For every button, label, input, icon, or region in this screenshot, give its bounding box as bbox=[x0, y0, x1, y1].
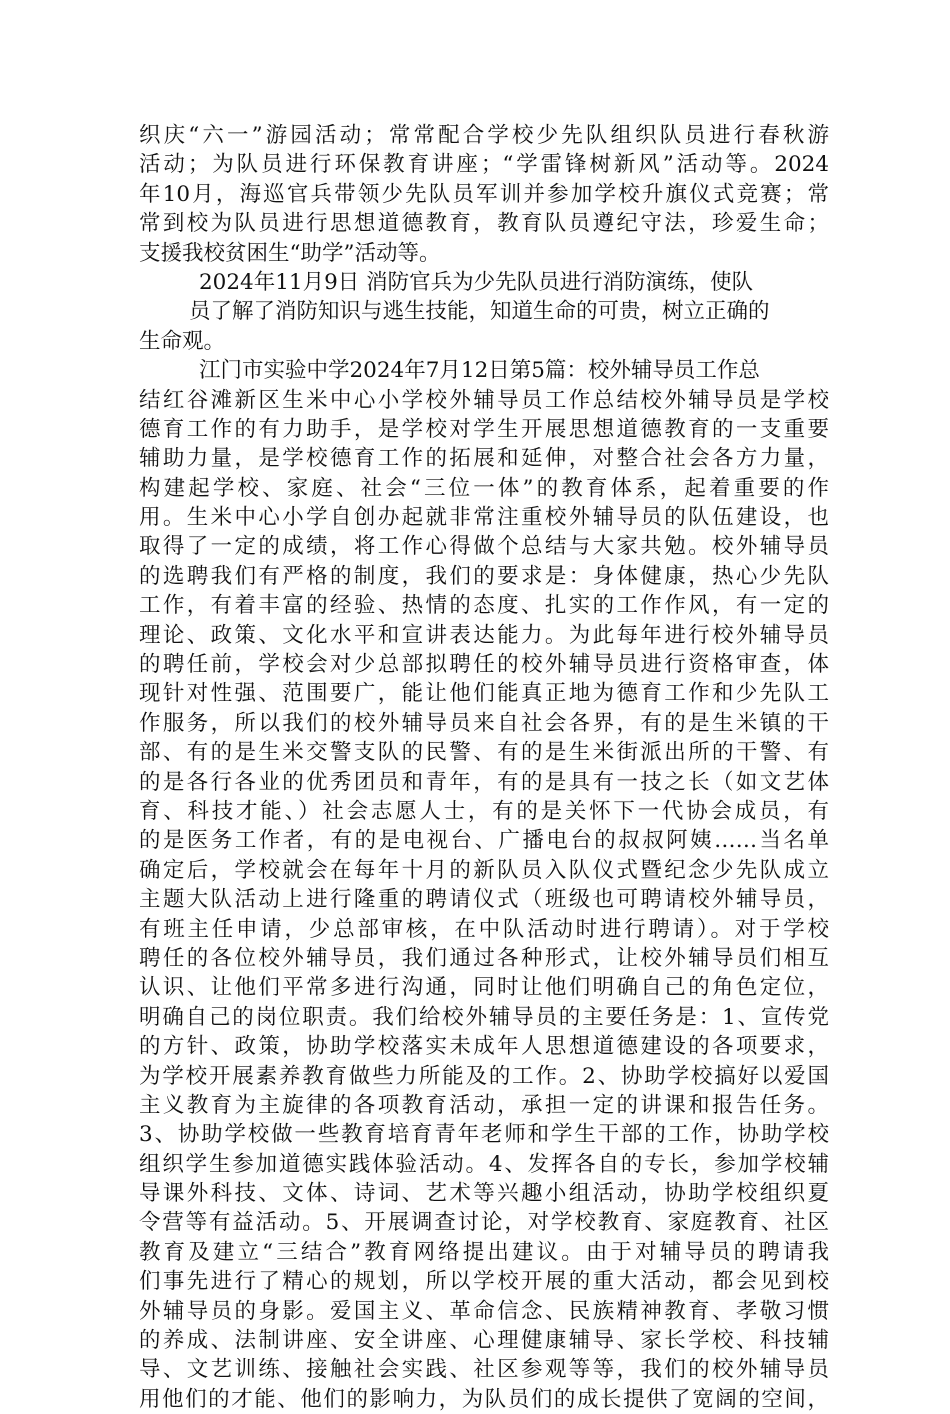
text-line: 外辅导员的身影。爱国主义、革命信念、民族精神教育、孝敬习惯 bbox=[139, 1298, 829, 1324]
text-line: 聘任的各位校外辅导员，我们通过各种形式，让校外辅导员们相互 bbox=[139, 945, 829, 971]
text-line: 工作，有着丰富的经验、热情的态度、扎实的工作作风，有一定的 bbox=[139, 593, 829, 619]
text-line: 理论、政策、文化水平和宣讲表达能力。为此每年进行校外辅导员 bbox=[139, 622, 829, 648]
text-line: 部、有的是生米交警支队的民警、有的是生米街派出所的干警、有 bbox=[139, 740, 829, 766]
text-line: 有班主任申请，少总部审核，在中队活动时进行聘请）。对于学校 bbox=[139, 916, 829, 942]
text-line: 育、科技才能、）社会志愿人士，有的是关怀下一代协会成员，有 bbox=[139, 798, 829, 824]
text-line: 们事先进行了精心的规划，所以学校开展的重大活动，都会见到校 bbox=[139, 1269, 829, 1295]
text-line: 的是各行各业的优秀团员和青年，有的是具有一技之长（如文艺体 bbox=[139, 769, 829, 795]
text-line: 员了解了消防知识与逃生技能，知道生命的可贵，树立正确的 bbox=[189, 299, 770, 325]
text-line: 的聘任前，学校会对少总部拟聘任的校外辅导员进行资格审查，体 bbox=[139, 652, 829, 678]
text-line: 结红谷滩新区生米中心小学校外辅导员工作总结校外辅导员是学校 bbox=[139, 387, 829, 413]
text-line: 用。生米中心小学自创办起就非常注重校外辅导员的队伍建设，也 bbox=[139, 505, 829, 531]
text-line: 的方针、政策，协助学校落实未成年人思想道德建设的各项要求， bbox=[139, 1034, 829, 1060]
text-line: 生命观。 bbox=[139, 328, 226, 354]
text-line: 的养成、法制讲座、安全讲座、心理健康辅导、家长学校、科技辅 bbox=[139, 1328, 829, 1354]
text-line: 作服务，所以我们的校外辅导员来自社会各界，有的是生米镇的干 bbox=[139, 710, 829, 736]
text-line: 为学校开展素养教育做些力所能及的工作。2、协助学校搞好以爱国 bbox=[139, 1063, 829, 1089]
text-line: 主义教育为主旋律的各项教育活动，承担一定的讲课和报告任务。 bbox=[139, 1092, 829, 1118]
text-line: 辅助力量，是学校德育工作的拓展和延伸，对整合社会各方力量， bbox=[139, 446, 829, 472]
text-line: 确定后，学校就会在每年十月的新队员入队仪式暨纪念少先队成立 bbox=[139, 857, 829, 883]
body-text bbox=[139, 121, 829, 1414]
text-line: 现针对性强、范围要广，能让他们能真正地为德育工作和少先队工 bbox=[139, 681, 829, 707]
text-line: 支援我校贫困生“助学”活动等。 bbox=[139, 240, 441, 266]
text-line: 教育及建立“三结合”教育网络提出建议。由于对辅导员的聘请我 bbox=[139, 1239, 829, 1265]
text-line: 织庆“六一”游园活动；常常配合学校少先队组织队员进行春秋游 bbox=[139, 123, 829, 148]
text-line: 活动；为队员进行环保教育讲座；“学雷锋树新风”活动等。2024 bbox=[139, 152, 829, 178]
text-line: 的是医务工作者，有的是电视台、广播电台的叔叔阿姨……当名单 bbox=[139, 828, 829, 854]
text-line: 用他们的才能、他们的影响力，为队员们的成长提供了宽阔的空间， bbox=[139, 1386, 829, 1412]
text-line: 德育工作的有力助手，是学校对学生开展思想道德教育的一支重要 bbox=[139, 416, 829, 442]
text-line: 明确自己的岗位职责。我们给校外辅导员的主要任务是：1、宣传党 bbox=[139, 1004, 829, 1030]
text-line: 常到校为队员进行思想道德教育，教育队员遵纪守法，珍爱生命； bbox=[139, 211, 829, 237]
paragraph-first-line: 2024年11月9日 消防官兵为少先队员进行消防演练，使队 bbox=[199, 269, 754, 295]
text-line: 导课外科技、文体、诗词、艺术等兴趣小组活动，协助学校组织夏 bbox=[139, 1181, 829, 1207]
text-line: 组织学生参加道德实践体验活动。4、发挥各自的专长，参加学校辅 bbox=[139, 1151, 829, 1177]
text-line: 主题大队活动上进行隆重的聘请仪式（班级也可聘请校外辅导员， bbox=[139, 887, 829, 913]
text-line: 取得了一定的成绩，将工作心得做个总结与大家共勉。校外辅导员 bbox=[139, 534, 829, 560]
text-line: 认识、让他们平常多进行沟通，同时让他们明确自己的角色定位， bbox=[139, 975, 829, 1001]
text-line: 导、文艺训练、接触社会实践、社区参观等等，我们的校外辅导员 bbox=[139, 1357, 829, 1383]
text-line: 3、协助学校做一些教育培育青年老师和学生干部的工作，协助学校 bbox=[139, 1122, 829, 1148]
paragraph-first-line: 江门市实验中学2024年7月12日第5篇：校外辅导员工作总 bbox=[199, 358, 760, 384]
text-line: 构建起学校、家庭、社会“三位一体”的教育体系，起着重要的作 bbox=[139, 475, 829, 501]
text-line: 年10月，海巡官兵带领少先队员军训并参加学校升旗仪式竞赛；常 bbox=[139, 181, 829, 207]
text-line: 的选聘我们有严格的制度，我们的要求是：身体健康，热心少先队 bbox=[139, 563, 829, 589]
text-line: 令营等有益活动。5、开展调查讨论，对学校教育、家庭教育、社区 bbox=[139, 1210, 829, 1236]
